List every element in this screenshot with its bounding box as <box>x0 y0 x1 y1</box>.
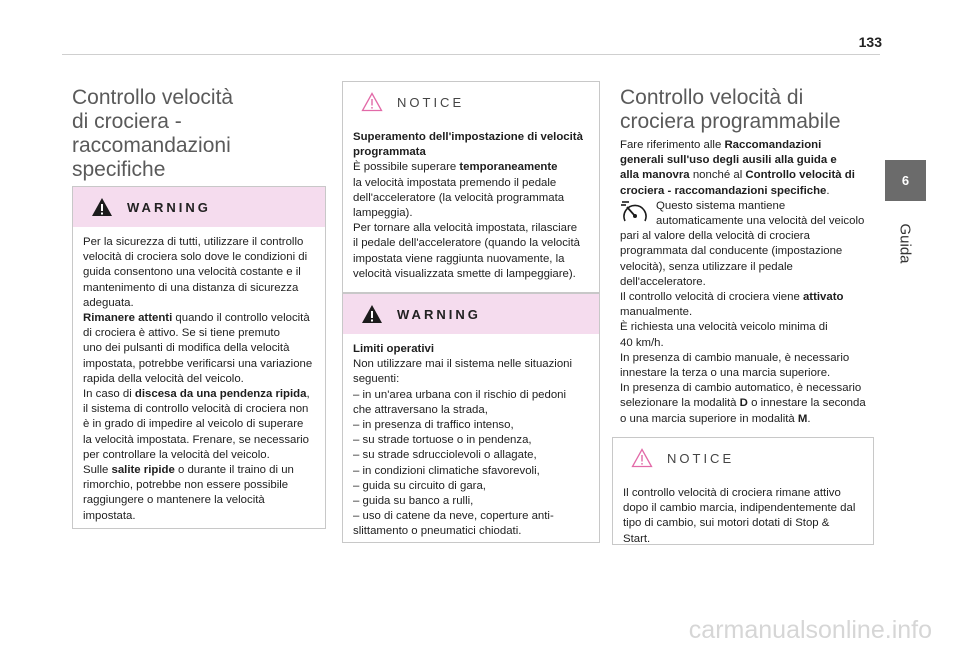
warning-label: WARNING <box>127 199 211 215</box>
chapter-tab[interactable] <box>885 160 926 280</box>
notice-label: NOTICE <box>667 450 735 466</box>
warning-box-limits <box>342 293 600 543</box>
notice-text: Superamento dell'impostazione di velocità programmata È possibile superare temporaneamente la velocità impostata premendo il pedale dell'acceleratore (la velocità programmata lampeggia). Per tornare alla velocità impostata, rilasciare il pedale dell'acceleratore (quando la velocità impostata viene raggiunta nuovamente, la velocità visualizzata smette di lampeggiare). <box>353 131 583 280</box>
warning-box-safety <box>72 186 326 529</box>
notice-label: NOTICE <box>397 94 465 110</box>
notice-text: Il controllo velocità di crociera rimane attivo dopo il cambio marcia, indipendentemente dal tipo di cambio, sui motori dotati di Stop & Start. <box>623 487 856 545</box>
chapter-label: Guida <box>897 222 914 264</box>
automatic-speed-icon <box>620 199 650 225</box>
section-title-cruise-recommendations: Controllo velocità di crociera - raccomandazioni specifiche <box>72 86 234 181</box>
watermark: carmanualsonline.info <box>688 616 932 644</box>
section-title-programmable: Controllo velocità di crociera programmabile <box>620 86 841 133</box>
warning-text: Limiti operativi Non utilizzare mai il sistema nelle situazioni seguenti: – in un'area urbana con il rischio di pedoni che attraversano la strada, – in presenza di traffico intenso, – su strade tortuose o in pendenza, – su strade sdrucciolevoli o allagate, – in condizioni climatiche sfavorevoli, – guida su circuito di gara, – guida su banco a rulli, – uso di catene da neve, coperture anti- slittamento o pneumatici chiodati. <box>353 343 573 538</box>
header-rule <box>62 54 880 55</box>
notice-triangle-icon <box>631 448 653 468</box>
warning-label: WARNING <box>397 306 481 322</box>
warning-triangle-icon <box>91 197 113 217</box>
page-number: 133 <box>858 34 882 50</box>
chapter-number: 6 <box>885 160 926 201</box>
warning-triangle-icon <box>361 304 383 324</box>
notice-triangle-icon <box>361 92 383 112</box>
warning-text: Per la sicurezza di tutti, utilizzare il controllo velocità di crociera solo dove le condizioni di guida consentono una velocità costante e il mantenimento di una distanza di sicurezza adeguata. Rimanere attenti quando il controllo velocità di crociera è attivo. Se si tiene premuto uno dei pulsanti di modifica della velocità impostata, potrebbe verificarsi una variazione rapida della velocità del veicolo. In caso di discesa da una pendenza ripida, il sistema di controllo velocità di crociera non è in grado di impedire al veicolo di superare la velocità impostata. Frenare, se necessario per controllare la velocità del veicolo. Sulle salite ripide o durante il traino di un rimorchio, potrebbe non essere possibile raggiungere o mantenere la velocità impostata. <box>83 236 313 522</box>
notice-box-gear-change <box>612 437 874 545</box>
notice-box-override <box>342 81 600 293</box>
programmable-body: Fare riferimento alle Raccomandazioni generali sull'uso degli ausili alla guida e alla manovra nonché al Controllo velocità di crociera - raccomandazioni specifiche. Questo sistema mantiene automaticamente una velocità del veicolo pari al valore della velocità di crociera programmata dal conducente (impostazione velocità), senza utilizzare il pedale dell'acceleratore. Il controllo velocità di crociera viene attivato manualmente. È richiesta una velocità veicolo minima di 40 km/h. In presenza di cambio manuale, è necessario innestare la terza o una marcia superiore. In presenza di cambio automatico, è necessario selezionare la modalità D o innestare la seconda o una marcia superiore in modalità M. <box>620 139 866 425</box>
